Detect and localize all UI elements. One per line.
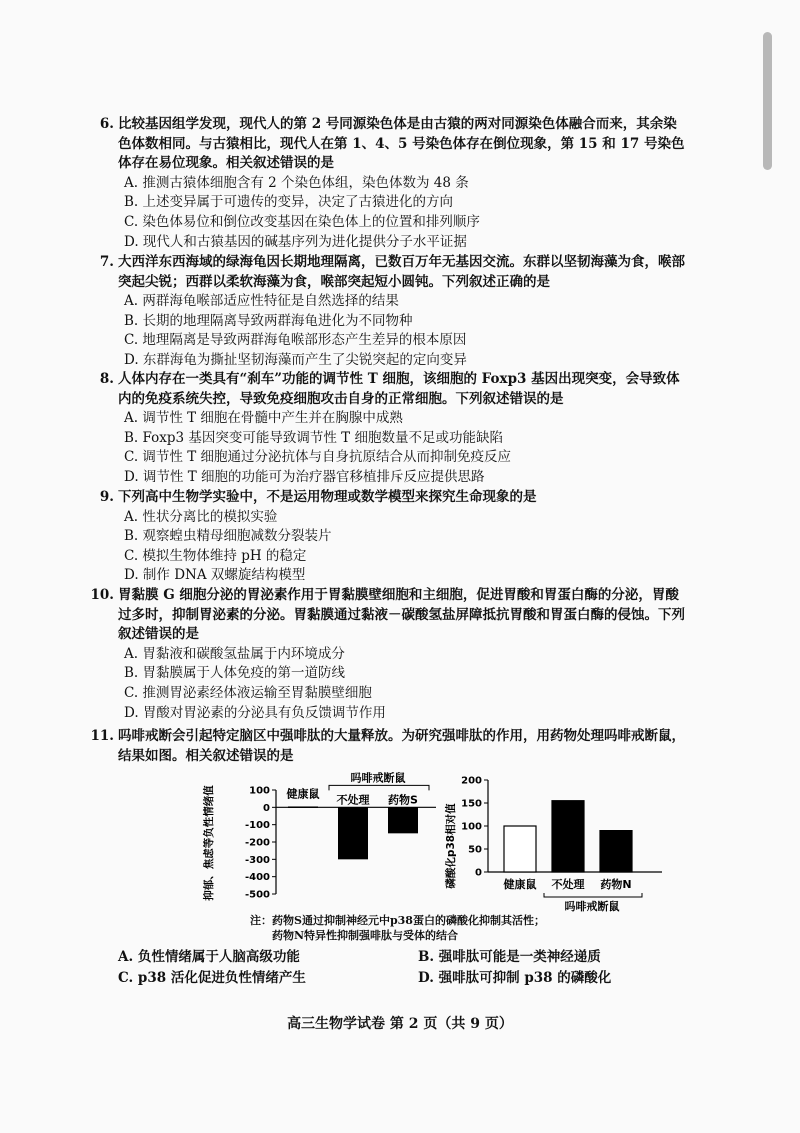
question-10 [90, 586, 686, 723]
option-a: A. 负性情绪属于人脑高级功能 [118, 949, 300, 965]
y-tick-label: 0 [475, 867, 482, 879]
question-stem: 吗啡戒断会引起特定脑区中强啡肽的大量释放。为研究强啡肽的作用，用药物处理吗啡戒断鼠，结果如图。相关叙述错误的是 [118, 728, 685, 764]
group-label: 吗啡戒断鼠 [564, 900, 620, 913]
bar [552, 801, 584, 872]
y-tick-label: 200 [461, 775, 482, 787]
option-a: A. 调节性 T 细胞在骨髓中产生并在胸腺中成熟 [124, 410, 403, 427]
option-b: B. 胃黏膜属于人体免疫的第一道防线 [124, 665, 346, 682]
option-a: A. 性状分离比的模拟实验 [124, 508, 278, 525]
category-label: 药物N [600, 878, 632, 891]
question-stem: 大西洋东西海域的绿海龟因长期地理隔离，已数百万年无基因交流。东群以坚韧海藻为食，喉部突起尖锐；西群以柔软海藻为食，喉部突起短小圆钝。下列叙述正确的是 [118, 254, 685, 290]
option-d: D. 胃酸对胃泌素的分泌具有负反馈调节作用 [124, 704, 386, 721]
bar [338, 807, 368, 859]
y-tick-label: 50 [468, 844, 482, 856]
option-c: C. 模拟生物体维持 pH 的稳定 [124, 547, 307, 564]
question-number: 9. [99, 489, 114, 505]
category-label: 不处理 [336, 793, 370, 807]
y-tick-label: 100 [249, 785, 270, 797]
right-chart-ylabel: 磷酸化p38相对值 [445, 803, 457, 889]
bar [504, 826, 536, 872]
question-6 [99, 115, 686, 252]
question-9 [99, 488, 686, 586]
note-line-1: 注：药物S通过抑制神经元中p38蛋白的磷酸化抑制其活性； [250, 914, 545, 927]
question-stem: 比较基因组学发现，现代人的第 2 号同源染色体是由古猿的两对同源染色体融合而来，其余染色体数相同。与古猿相比，现代人在第 1、4、5 号染色体存在倒位现象，第 15 和 17 号染色体存在易位现象。相关叙述错误的是 [118, 116, 685, 172]
option-b: B. 观察蝗虫精母细胞减数分裂装片 [124, 528, 332, 545]
option-d: D. 调节性 T 细胞的功能可为治疗器官移植排斥反应提供思路 [124, 468, 485, 485]
option-a: A. 推测古猿体细胞含有 2 个染色体组，染色体数为 48 条 [124, 174, 469, 191]
question-number: 7. [99, 254, 114, 270]
option-c: C. 调节性 T 细胞通过分泌抗体与自身抗原结合从而抑制免疫反应 [124, 449, 512, 466]
y-tick-label: -400 [244, 872, 270, 884]
option-b: B. 上述变异属于可遗传的变异，决定了古猿进化的方向 [124, 194, 454, 211]
option-a: A. 胃黏液和碳酸氢盐属于内环境成分 [124, 645, 345, 662]
question-number: 11. [90, 728, 114, 744]
question-number: 8. [99, 371, 114, 387]
y-tick-label: -300 [244, 854, 270, 866]
figure-note [250, 913, 670, 943]
option-c: C. p38 活化促进负性情绪产生 [118, 970, 306, 986]
y-tick-label: 100 [461, 821, 482, 833]
question-11 [90, 727, 686, 766]
bar [288, 806, 318, 808]
option-d: D. 现代人和古猿基因的碱基序列为进化提供分子水平证据 [124, 233, 467, 250]
scrollbar[interactable] [763, 32, 772, 170]
group-label: 吗啡戒断鼠 [350, 771, 406, 785]
option-d: D. 制作 DNA 双螺旋结构模型 [124, 567, 306, 584]
option-b: B. Foxp3 基因突变可能导致调节性 T 细胞数量不足或功能缺陷 [124, 429, 503, 446]
question-stem: 人体内存在一类具有“刹车”功能的调节性 T 细胞，该细胞的 Foxp3 基因出现突变，会导致体内的免疫系统失控，导致免疫细胞攻击自身的正常细胞。下列叙述错误的是 [118, 371, 680, 407]
question-stem: 胃黏膜 G 细胞分泌的胃泌素作用于胃黏膜壁细胞和主细胞，促进胃酸和胃蛋白酶的分泌，胃酸过多时，抑制胃泌素的分泌。胃黏膜通过黏液－碳酸氢盐屏障抵抗胃酸和胃蛋白酶的侵蚀。下列叙述错误的是 [118, 587, 685, 643]
option-b: B. 强啡肽可能是一类神经递质 [418, 949, 601, 965]
option-a: A. 两群海龟喉部适应性特征是自然选择的结果 [124, 293, 399, 310]
bar [388, 807, 418, 833]
y-tick-label: 150 [461, 798, 482, 810]
category-label: 健康鼠 [503, 878, 537, 891]
option-c: C. 染色体易位和倒位改变基因在染色体上的位置和排列顺序 [124, 213, 480, 230]
category-label: 药物S [388, 793, 418, 807]
question-number: 6. [99, 116, 114, 132]
right-bar-chart [440, 768, 680, 918]
option-d: D. 东群海龟为撕扯坚韧海藻而产生了尖锐突起的定向变异 [124, 351, 467, 368]
category-label: 健康鼠 [286, 787, 320, 801]
question-number: 10. [90, 587, 114, 603]
option-c: C. 地理隔离是导致两群海龟喉部形态产生差异的根本原因 [124, 332, 467, 349]
left-bar-chart [196, 768, 446, 918]
option-d: D. 强啡肽可抑制 p38 的磷酸化 [418, 970, 612, 986]
category-label: 不处理 [551, 878, 585, 891]
question-stem: 下列高中生物学实验中，不是运用物理或数学模型来探究生命现象的是 [118, 489, 537, 505]
y-tick-label: 0 [263, 802, 270, 814]
y-tick-label: -200 [244, 837, 270, 849]
question-7 [99, 253, 686, 371]
group-bracket [544, 893, 642, 897]
y-tick-label: -500 [244, 889, 270, 901]
group-bracket [329, 785, 429, 790]
option-b: B. 长期的地理隔离导致两群海龟进化为不同物种 [124, 312, 413, 329]
y-tick-label: -100 [244, 820, 270, 832]
option-c: C. 推测胃泌素经体液运输至胃黏膜壁细胞 [124, 684, 372, 701]
note-line-2: 药物N特异性抑制强啡肽与受体的结合 [272, 929, 459, 942]
question-8 [99, 370, 686, 488]
bar [600, 831, 632, 872]
left-chart-ylabel: 抑郁、焦虑等负性情绪值 [203, 785, 215, 901]
page-footer: 高三生物学试卷 第 2 页（共 9 页） [287, 1016, 513, 1032]
